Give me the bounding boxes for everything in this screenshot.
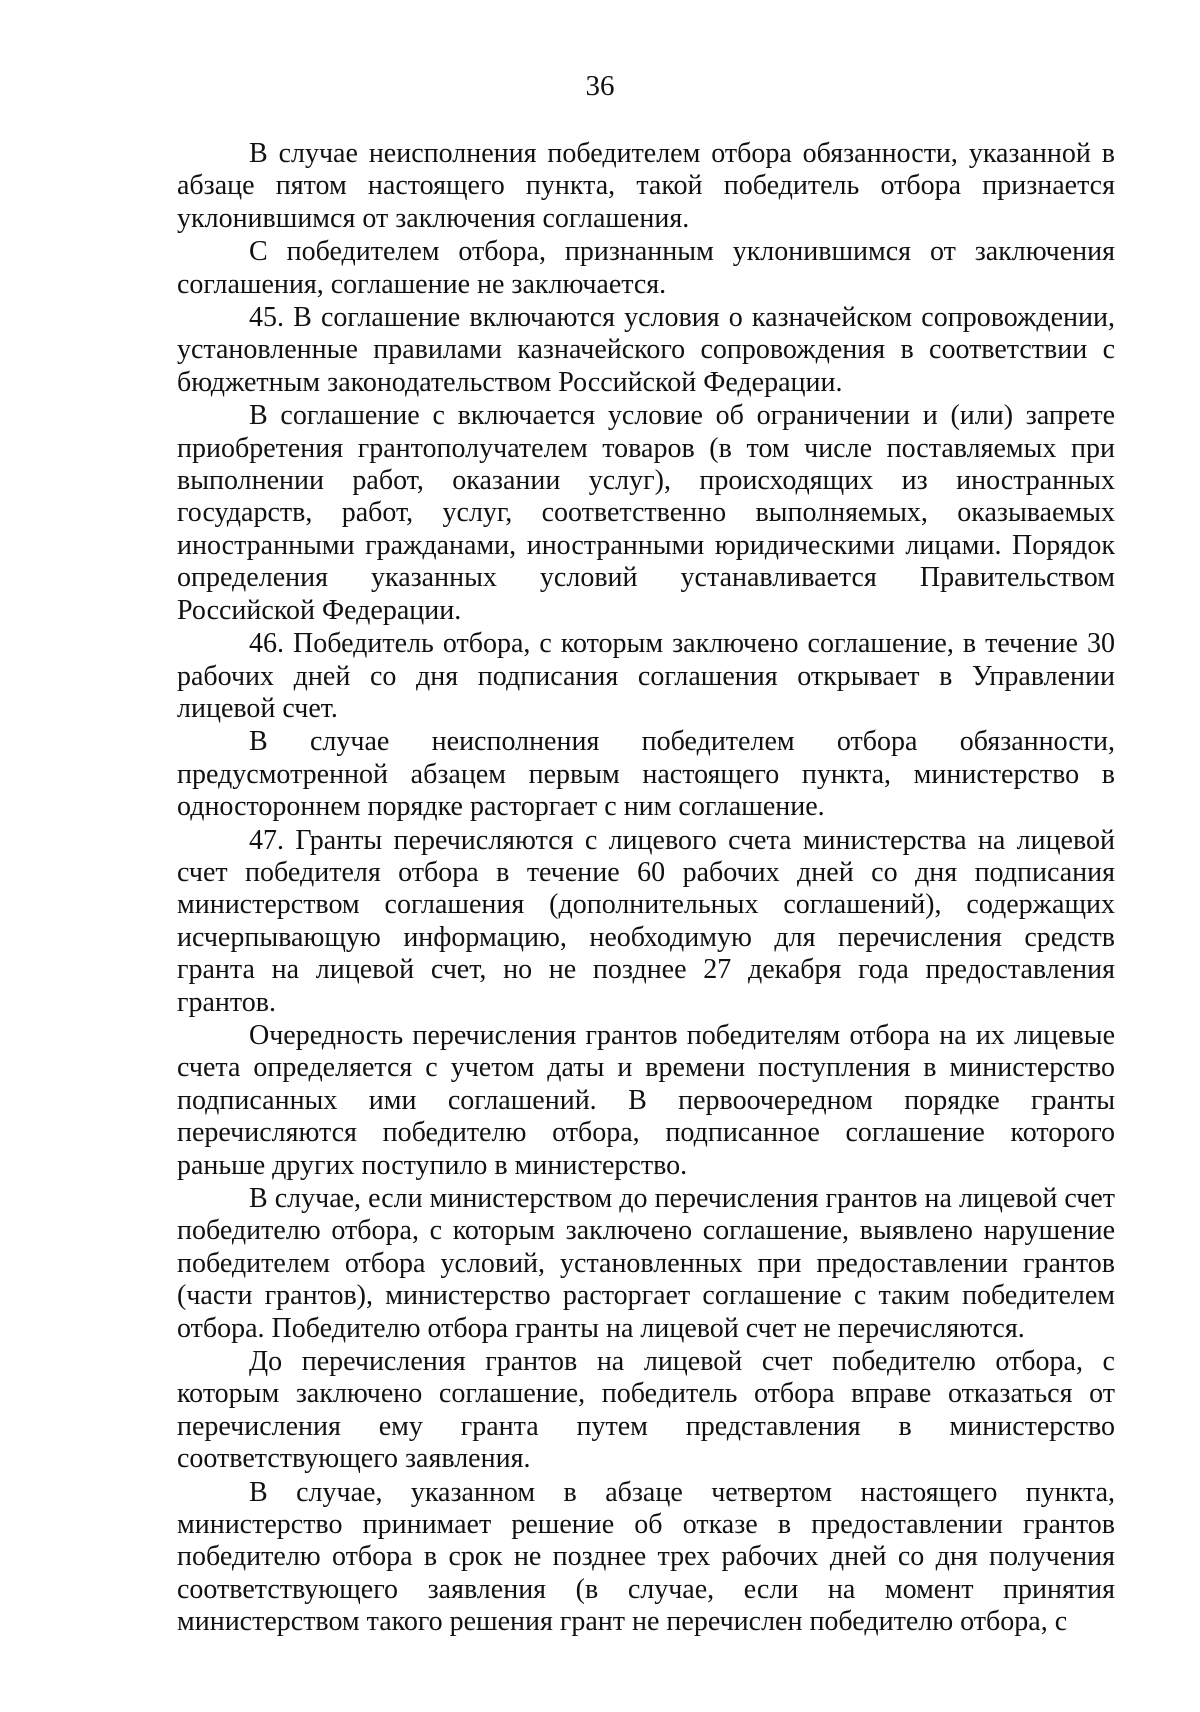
page-number: 36	[585, 70, 615, 102]
paragraph-1: В случае неисполнения победителем отбора обязанности, указанной в абзаце пятом настоящего пункта, такой победитель отбора признается уклонившимся от заключения соглашения.	[177, 138, 1115, 234]
paragraph-10: До перечисления грантов на лицевой счет победителю отбора, с которым заключено соглашение, победитель отбора вправе отказаться от перечисления ему гранта путем представления в министерство соответствующего заявления.	[177, 1346, 1115, 1475]
paragraph-9: В случае, если министерством до перечисления грантов на лицевой счет победителю отбора, с которым заключено соглашение, выявлено нарушение победителем отбора условий, установленных при предоставлении грантов (части грантов), министерство расторгает соглашение с таким победителем отбора. Победителю отбора гранты на лицевой счет не перечисляются.	[177, 1183, 1115, 1344]
paragraph-2: С победителем отбора, признанным уклонившимся от заключения соглашения, соглашение не заключается.	[177, 236, 1115, 300]
document-body	[177, 138, 1115, 1639]
paragraph-4: В соглашение с включается условие об ограничении и (или) запрете приобретения грантополучателем товаров (в том числе поставляемых при выполнении работ, оказании услуг), происходящих из иностранных государств, работ, услуг, соответственно выполняемых, оказываемых иностранными гражданами, иностранными юридическими лицами. Порядок определения указанных условий устанавливается Правительством Российской Федерации.	[177, 400, 1115, 626]
paragraph-6: В случае неисполнения победителем отбора обязанности, предусмотренной абзацем первым настоящего пункта, министерство в одностороннем порядке расторгает с ним соглашение.	[177, 726, 1115, 823]
paragraph-11: В случае, указанном в абзаце четвертом настоящего пункта, министерство принимает решение об отказе в предоставлении грантов победителю отбора в срок не позднее трех рабочих дней со дня получения соответствующего заявления (в случае, если на момент принятия министерством такого решения грант не перечислен победителю отбора, с	[177, 1476, 1115, 1638]
paragraph-3: 45. В соглашение включаются условия о казначейском сопровождении, установленные правилами казначейского сопровождения в соответствии с бюджетным законодательством Российской Федерации.	[177, 302, 1115, 398]
paragraph-5: 46. Победитель отбора, с которым заключено соглашение, в течение 30 рабочих дней со дня подписания соглашения открывает в Управлении лицевой счет.	[177, 628, 1115, 724]
paragraph-7: 47. Гранты перечисляются с лицевого счета министерства на лицевой счет победителя отбора в течение 60 рабочих дней со дня подписания министерством соглашения (дополнительных соглашений), содержащих исчерпывающую информацию, необходимую для перечисления средств гранта на лицевой счет, но не позднее 27 декабря года предоставления грантов.	[177, 824, 1115, 1018]
paragraph-8: Очередность перечисления грантов победителям отбора на их лицевые счета определяется с учетом даты и времени поступления в министерство подписанных ими соглашений. В первоочередном порядке гранты перечисляются победителю отбора, подписанное соглашение которого раньше других поступило в министерство.	[177, 1019, 1115, 1181]
